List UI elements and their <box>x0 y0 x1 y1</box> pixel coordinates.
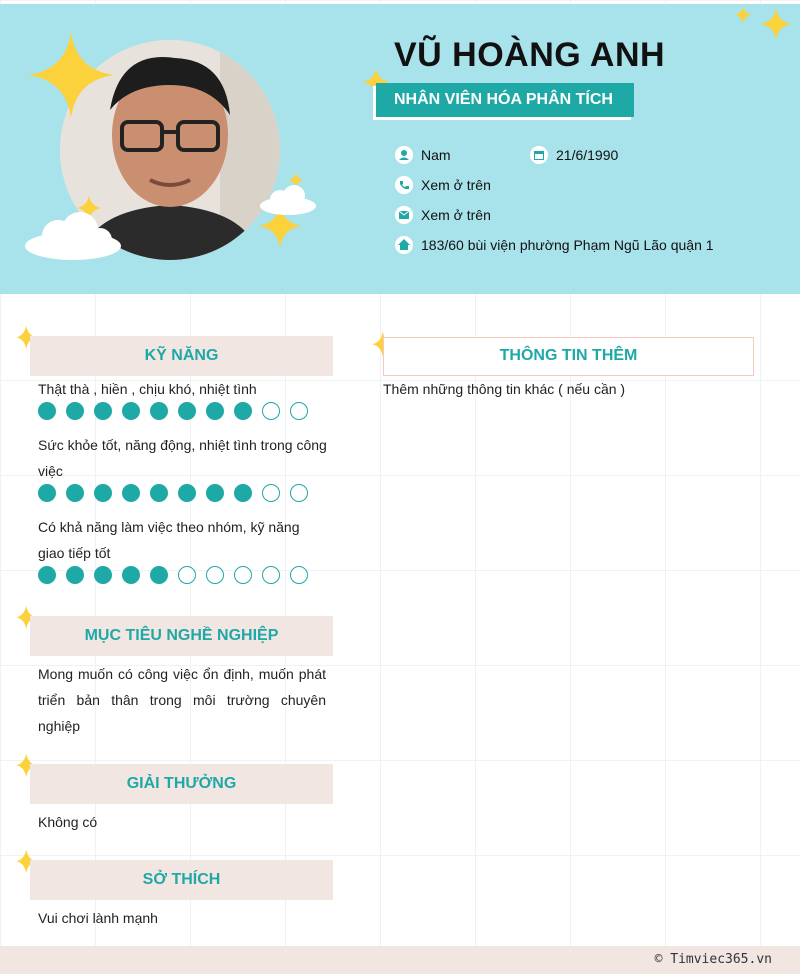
sparkle-icon <box>28 32 114 118</box>
extra-info-text: Thêm những thông tin khác ( nếu cần ) <box>383 381 626 397</box>
hobbies-text: Vui chơi lành mạnh <box>38 910 158 926</box>
birthdate: 21/6/1990 <box>556 147 619 163</box>
rating-dot-filled <box>150 402 168 420</box>
rating-dot-empty <box>290 402 308 420</box>
rating-dot-filled <box>94 484 112 502</box>
skill-text: Sức khỏe tốt, năng động, nhiệt tình trong công việc <box>38 437 327 479</box>
rating-dot-empty <box>290 484 308 502</box>
rating-dot-filled <box>150 566 168 584</box>
rating-dot-filled <box>234 484 252 502</box>
email[interactable]: Xem ở trên <box>421 207 491 223</box>
rating-dot-filled <box>122 566 140 584</box>
rating-dot-empty <box>206 566 224 584</box>
gender: Nam <box>421 147 451 163</box>
skills-heading: KỸ NĂNG <box>30 336 333 376</box>
calendar-icon <box>530 146 548 164</box>
hobbies-heading: SỞ THÍCH <box>30 860 333 900</box>
rating-dot-filled <box>178 484 196 502</box>
candidate-name: VŨ HOÀNG ANH <box>394 36 666 74</box>
rating-dot-filled <box>122 402 140 420</box>
skill-text: Có khả năng làm việc theo nhóm, kỹ năng giao tiếp tốt <box>38 519 300 561</box>
rating-dot-filled <box>66 484 84 502</box>
rating-dot-filled <box>94 402 112 420</box>
rating-dot-filled <box>178 402 196 420</box>
rating-dot-filled <box>150 484 168 502</box>
phone-icon <box>395 176 413 194</box>
job-title: NHÂN VIÊN HÓA PHÂN TÍCH <box>394 91 613 108</box>
email-icon <box>395 206 413 224</box>
objective-text: Mong muốn có công việc ổn định, muốn phát triển bản thân trong môi trường chuyên nghiệp <box>38 666 326 734</box>
job-title-badge <box>376 83 634 117</box>
footer <box>0 946 800 974</box>
rating-dot-empty <box>178 566 196 584</box>
phone[interactable]: Xem ở trên <box>421 177 491 193</box>
sparkle-icon <box>734 6 752 24</box>
rating-dot-filled <box>206 402 224 420</box>
rating-dot-filled <box>206 484 224 502</box>
footer-brand[interactable]: © Timviec365.vn <box>654 952 772 967</box>
rating-dot-filled <box>38 402 56 420</box>
awards-text: Không có <box>38 814 98 830</box>
home-icon <box>395 236 413 254</box>
cloud-icon <box>18 210 128 262</box>
awards-heading: GIẢI THƯỞNG <box>30 764 333 804</box>
rating-dot-filled <box>38 566 56 584</box>
rating-dot-empty <box>290 566 308 584</box>
rating-dot-filled <box>66 402 84 420</box>
rating-dot-filled <box>38 484 56 502</box>
rating-dot-filled <box>234 402 252 420</box>
rating-dot-empty <box>262 566 280 584</box>
rating-dot-filled <box>122 484 140 502</box>
rating-dot-filled <box>94 566 112 584</box>
cloud-icon <box>256 184 320 216</box>
skill-text: Thật thà , hiền , chịu khó, nhiệt tình <box>38 381 257 397</box>
address: 183/60 bùi viện phường Phạm Ngũ Lão quận 1 <box>421 237 714 253</box>
objective-heading: MỤC TIÊU NGHỀ NGHIỆP <box>30 616 333 656</box>
header-wave <box>0 270 800 300</box>
person-icon <box>395 146 413 164</box>
sparkle-icon <box>760 8 792 40</box>
rating-dot-empty <box>262 402 280 420</box>
rating-dot-filled <box>66 566 84 584</box>
extra-info-heading: THÔNG TIN THÊM <box>383 337 754 376</box>
rating-dot-empty <box>262 484 280 502</box>
rating-dot-empty <box>234 566 252 584</box>
